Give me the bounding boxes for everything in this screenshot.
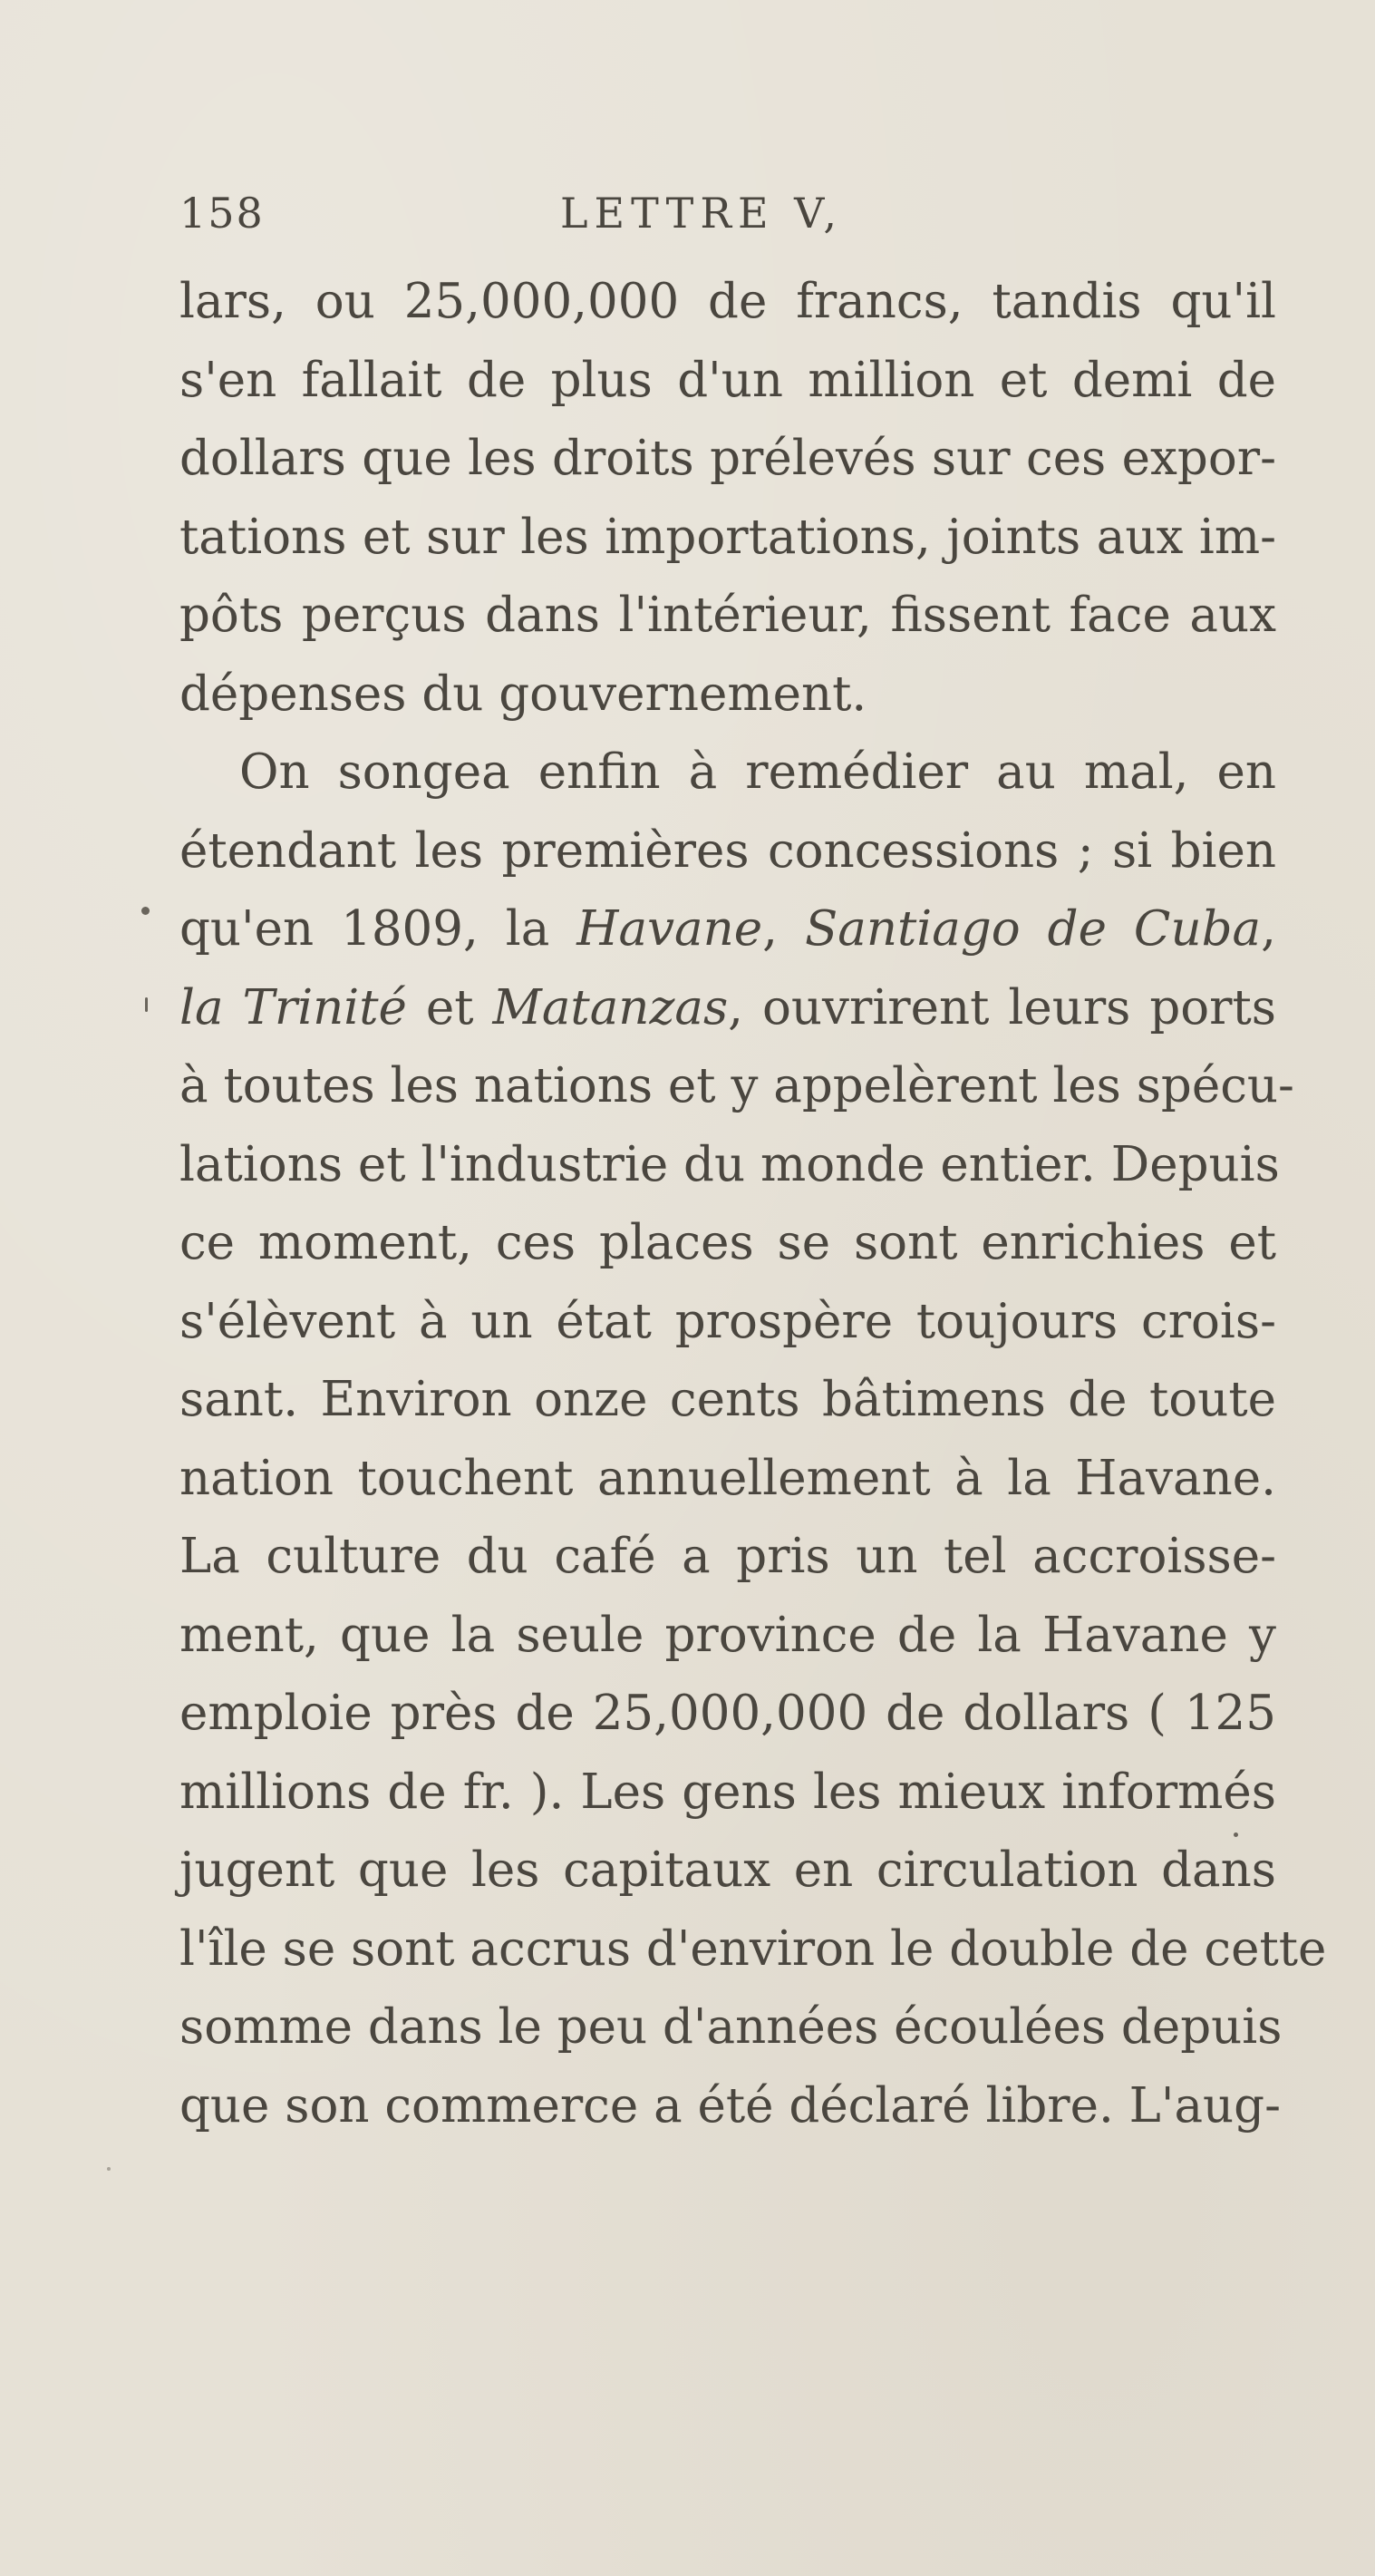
text-line-1: lars, ou 25,000,000 de francs, tandis qu'il [179, 274, 1276, 329]
line-9-middle: , [762, 901, 805, 957]
line-10-after: , ouvrirent leurs ports [728, 979, 1277, 1035]
text-line-14: s'élèvent à un état prospère toujours crois- [179, 1293, 1276, 1349]
text-line-15: sant. Environ onze cents bâtimens de toute [179, 1372, 1276, 1427]
text-line-7: On songea enfin à remédier au mal, en [239, 744, 1276, 800]
text-line-13: ce moment, ces places se sont enrichies et [179, 1215, 1276, 1270]
text-line-9 [179, 890, 1276, 969]
text-line-2: s'en fallait de plus d'un million et demi de [179, 352, 1276, 408]
text-line-18: ment, que la seule province de la Havane y [179, 1607, 1276, 1663]
text-line-8: étendant les premières concessions ; si bien [179, 822, 1276, 879]
text-line-17: La culture du café a pris un tel accroisse- [179, 1529, 1276, 1584]
place-matanzas: Matanzas [492, 979, 729, 1035]
paper-speck [1234, 1832, 1238, 1837]
page-header [179, 189, 1276, 252]
page-number: 158 [179, 189, 265, 238]
text-line-20: millions de fr. ). Les gens les mieux informés [179, 1764, 1276, 1820]
text-line-6: dépenses du gouvernement. [179, 666, 867, 722]
text-line-5: pôts perçus dans l'intérieur, fissent face aux [179, 588, 1276, 643]
text-line-10 [179, 969, 1276, 1048]
text-line-16: nation touchent annuellement à la Havane. [179, 1450, 1276, 1506]
line-9-after: , [1261, 901, 1276, 957]
text-line-3: dollars que les droits prélevés sur ces expor- [179, 431, 1276, 486]
running-title: LETTRE V, [560, 189, 843, 238]
text-line-23: somme dans le peu d'années écoulées depuis [179, 1999, 1283, 2055]
text-line-19: emploie près de 25,000,000 de dollars ( 125 [179, 1686, 1276, 1741]
paper-speck [145, 997, 148, 1012]
text-line-24: que son commerce a été déclaré libre. L'aug- [179, 2077, 1282, 2134]
paper-speck [107, 2167, 111, 2171]
place-havane: Havane [576, 901, 763, 957]
text-line-11: à toutes les nations et y appelèrent les spécu- [179, 1058, 1294, 1113]
line-9-before: qu'en 1809, la [179, 901, 577, 957]
line-10-middle: et [406, 979, 493, 1035]
place-la-trinite: la Trinité [179, 979, 407, 1035]
text-line-4: tations et sur les importations, joints aux im- [179, 509, 1276, 565]
paper-speck [141, 907, 150, 915]
place-santiago-de-cuba: Santiago de Cuba [804, 901, 1262, 957]
text-line-12: lations et l'industrie du monde entier. Depuis [179, 1136, 1280, 1192]
text-line-22: l'île se sont accrus d'environ le double de cette [179, 1920, 1327, 1977]
body-text [179, 263, 1327, 2145]
text-line-21: jugent que les capitaux en circulation dans [179, 1842, 1276, 1898]
